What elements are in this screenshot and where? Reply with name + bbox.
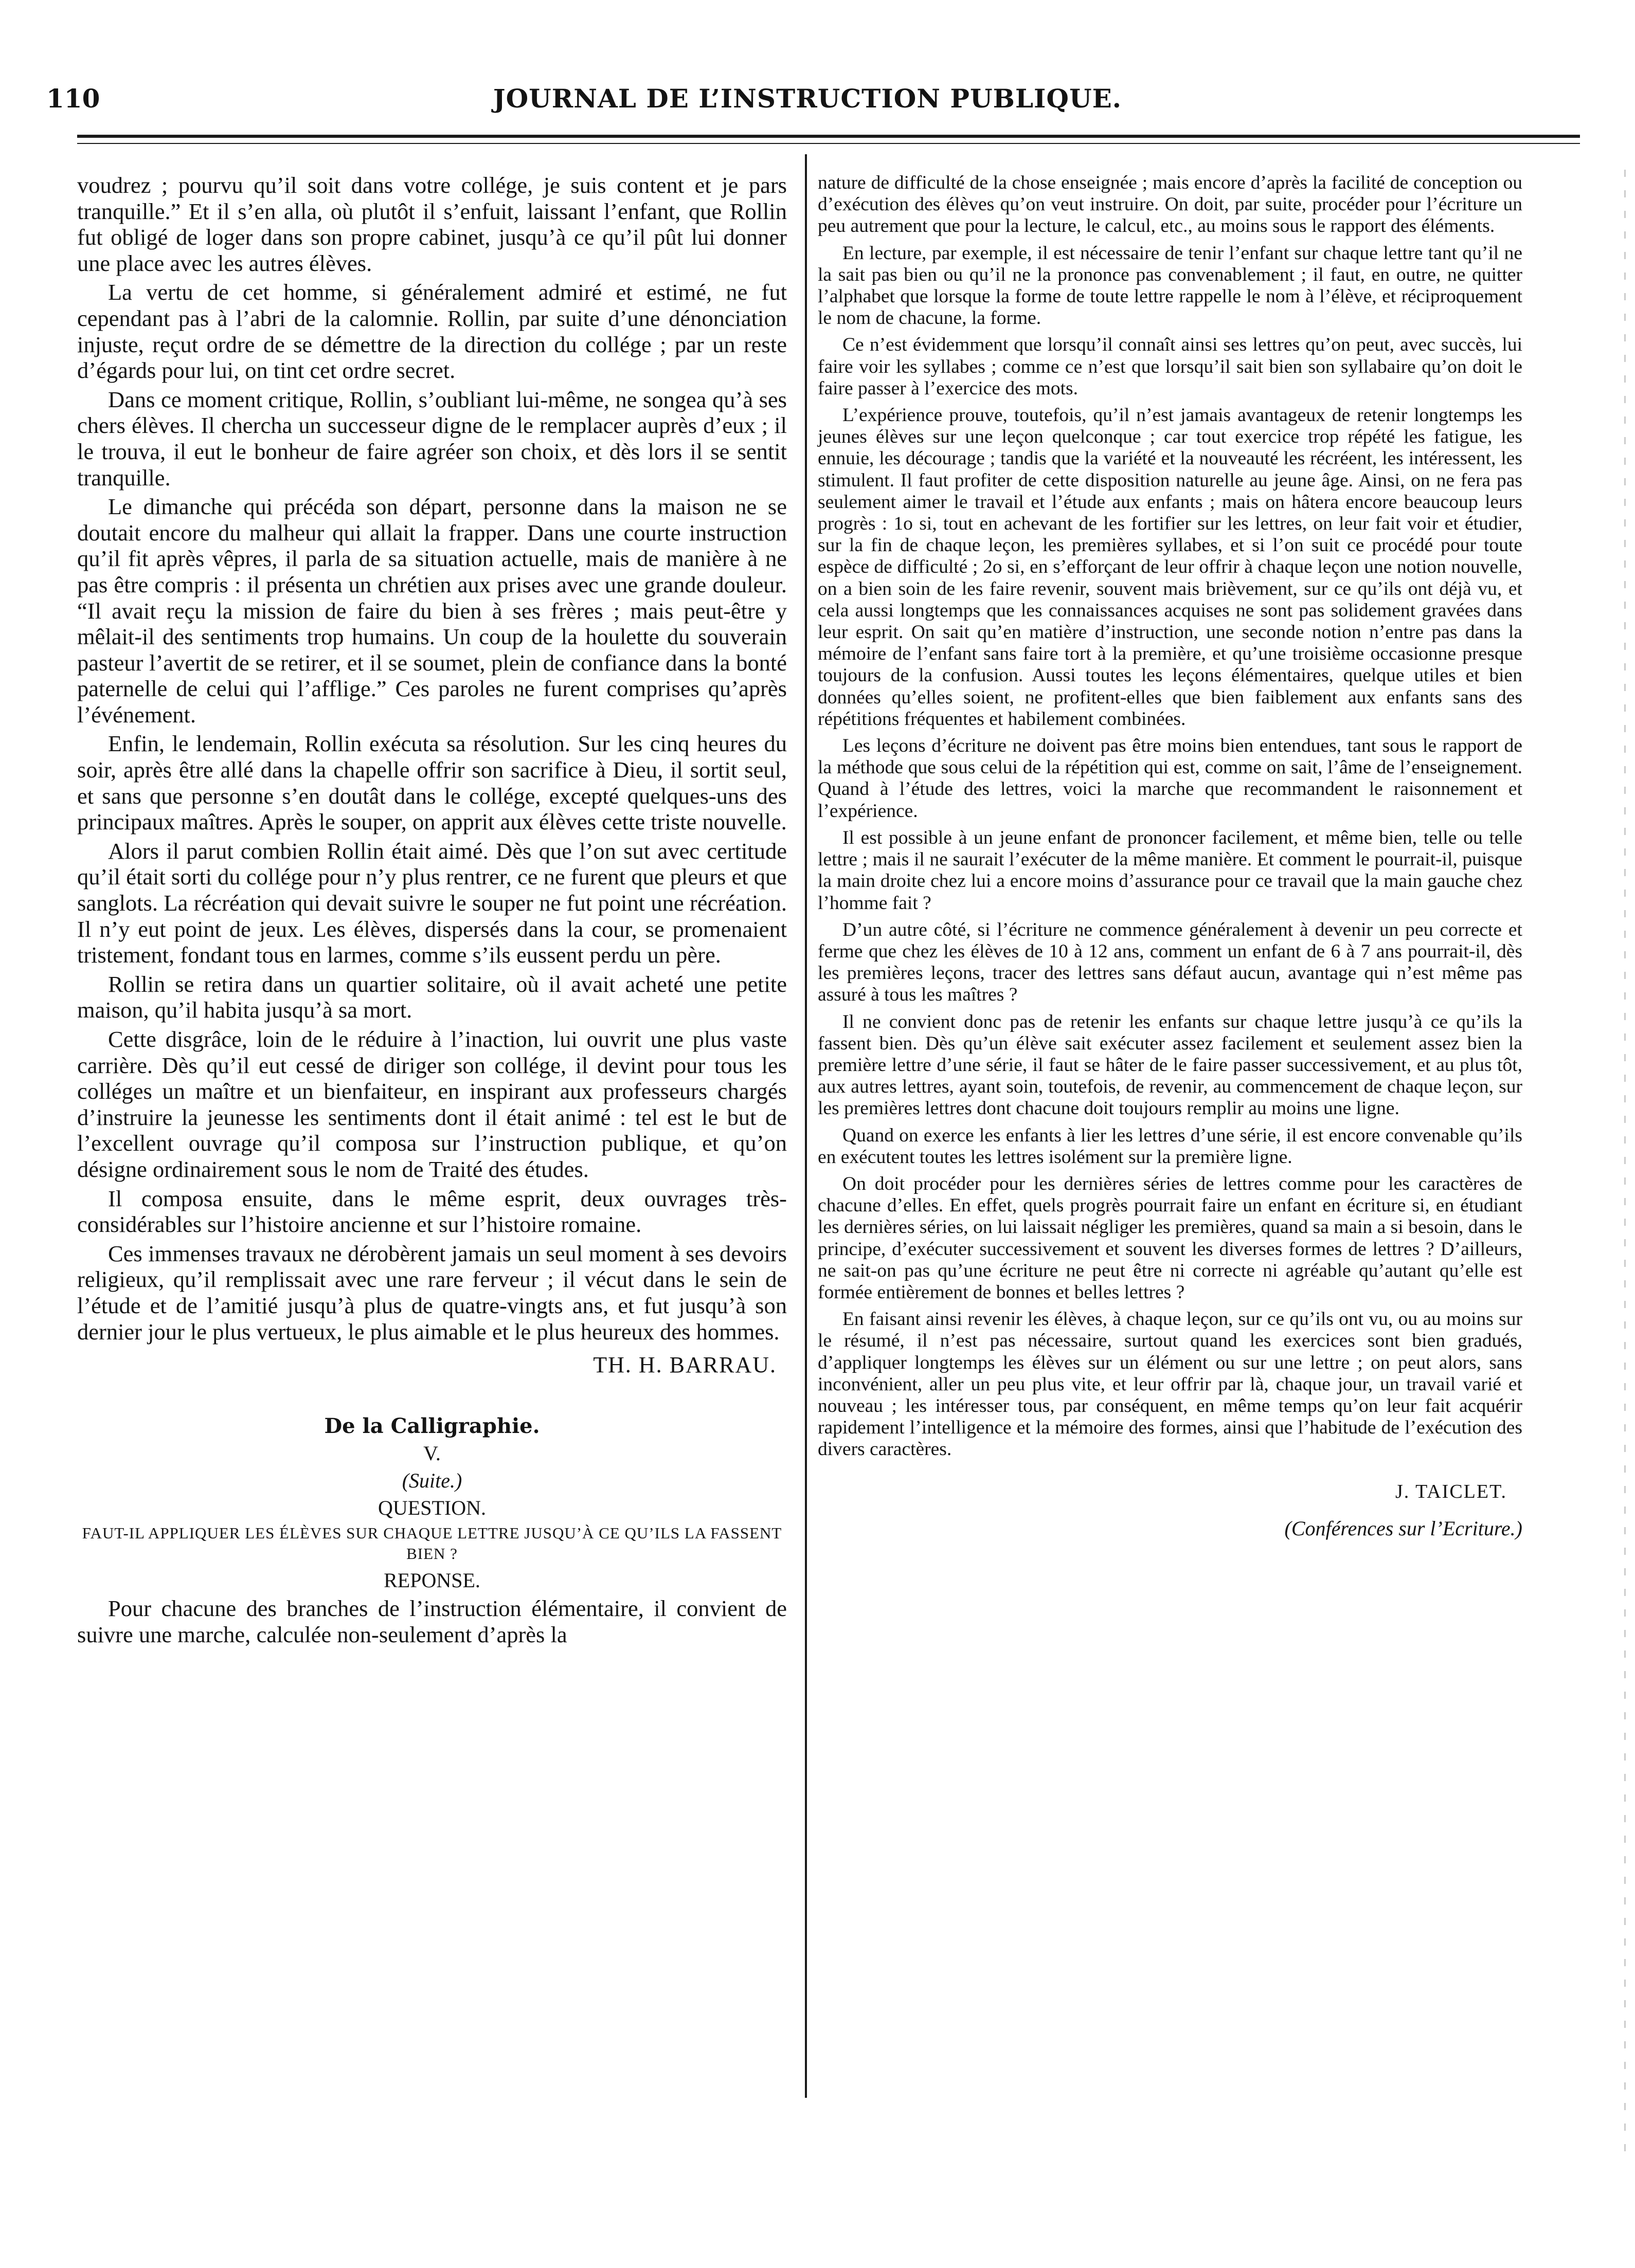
page-number: 110 <box>46 83 100 114</box>
paragraph: D’un autre côté, si l’écriture ne commence généralement à devenir un peu correcte et ferme que chez les élèves de 10 à 12 ans, comment un enfant de 6 à 7 ans pourrait-il, dès les premières leçons, tracer des lettres sans défaut aucun, avantage qui n’est même pas assuré à tous les maîtres ? <box>818 919 1522 1006</box>
paragraph: Le dimanche qui précéda son départ, personne dans la maison ne se doutait encore du malheur qui allait la frapper. Dans une courte instruction qu’il fit après vêpres, il parla de sa situation actuelle, mais de manière à ne pas être compris : il présenta un chrétien aux prises avec une grande douleur. “Il avait reçu la mission de faire du bien à ses frères ; mais peut-être y mêlait-il des sentiments trop humains. Un coup de la houlette du souverain pasteur l’avertit de se retirer, et il se soumet, plein de confiance dans la bonté paternelle de celui qui l’afflige.” Ces paroles ne furent comprises qu’après l’événement. <box>77 494 787 728</box>
paragraph: On doit procéder pour les dernières séries de lettres comme pour les caractères de chacune d’elles. En effet, quels progrès pourrait faire un enfant en écriture si, en étudiant les dernières séries, on lui laissait négliger les premières, quand sa main a si besoin, dans le principe, d’exécuter successivement et souvent les diverses formes de lettres ? D’ailleurs, ne sait-on pas qu’une écriture ne peut être ni correcte ni agréable qu’autant qu’elle est formée entièrement de bonnes et belles lettres ? <box>818 1173 1522 1303</box>
paragraph: Dans ce moment critique, Rollin, s’oubliant lui-même, ne songea qu’à ses chers élèves. Il chercha un successeur digne de le remplacer auprès d’eux ; il le trouva, il eut le bonheur de faire agréer son choix, et dès lors il se sentit tranquille. <box>77 386 787 491</box>
paragraph: voudrez ; pourvu qu’il soit dans votre collége, je suis content et je pars tranquille.” Et il s’en alla, où plutôt il s’enfuit, laissant l’enfant, que Rollin fut obligé de loger dans son propre cabinet, jusqu’à ce qu’il pût lui donner une place avec les autres élèves. <box>77 172 787 276</box>
paragraph: Cette disgrâce, loin de le réduire à l’inaction, lui ouvrit une plus vaste carrière. Dès qu’il eut cessé de diriger son collége, il devint pour tous les colléges un maître et un bienfaiteur, en inspirant aux professeurs chargés d’instruire la jeunesse les sentiments dont il était animé : tel est le but de l’excellent ouvrage qu’il composa sur l’instruction publique, et qu’on désigne ordinairement sous le nom de Traité des études. <box>77 1026 787 1182</box>
paragraph: Il ne convient donc pas de retenir les enfants sur chaque lettre jusqu’à ce qu’ils la fassent bien. Dès qu’un élève sait exécuter assez facilement et seulement assez bien la première lettre d’une série, il faut se hâter de le faire passer successivement, et au plus tôt, aux autres lettres, ayant soin, toutefois, de revenir, au commencement de chaque leçon, sur les premières lettres dont chacune doit toujours remplir au moins une ligne. <box>818 1011 1522 1119</box>
author-signature: TH. H. BARRAU. <box>593 1352 777 1378</box>
left-column <box>77 172 787 1650</box>
article-title: De la Calligraphie. <box>324 1414 540 1439</box>
paragraph: Les leçons d’écriture ne doivent pas être moins bien entendues, tant sous le rapport de la méthode que sous celui de la répétition qui est, comme on sait, l’âme de l’enseignement. Quand à l’étude des lettres, voici la marche que recommandent le raisonnement et l’expérience. <box>818 735 1522 822</box>
question-text: FAUT-IL APPLIQUER LES ÉLÈVES SUR CHAQUE LETTRE JUSQU’À CE QU’ILS LA FASSENT BIEN ? <box>82 1524 782 1563</box>
paragraph: Ce n’est évidemment que lorsqu’il connaît ainsi ses lettres qu’on peut, avec succès, lui faire voir les syllabes ; comme ce n’est que lorsqu’il sait bien son syllabaire qu’on doit le faire passer à l’exercice des mots. <box>818 334 1522 399</box>
paragraph: Rollin se retira dans un quartier solitaire, où il avait acheté une petite maison, qu’il habita jusqu’à sa mort. <box>77 971 787 1023</box>
article-number: V. <box>423 1442 441 1465</box>
header-rule-thick <box>77 135 1580 138</box>
paragraph: Il est possible à un jeune enfant de prononcer facilement, et même bien, telle ou telle lettre ; mais il ne saurait l’exécuter de la même manière. Et comment le pourrait-il, puisque la main droite chez lui a encore moins d’assurance pour ce travail que la main gauche chez l’homme fait ? <box>818 827 1522 914</box>
answer-heading: REPONSE. <box>384 1569 480 1592</box>
source-citation: (Conférences sur l’Ecriture.) <box>1284 1516 1522 1540</box>
paragraph: Quand on exerce les enfants à lier les lettres d’une série, il est encore convenable qu’ils en exécutent toutes les lettres isolément sur la première ligne. <box>818 1124 1522 1168</box>
paragraph: Il composa ensuite, dans le même esprit, deux ouvrages très-considérables sur l’histoire ancienne et sur l’histoire romaine. <box>77 1185 787 1238</box>
paragraph: Ces immenses travaux ne dérobèrent jamais un seul moment à ses devoirs religieux, qu’il remplissait avec une rare ferveur ; il vécut dans le sein de l’étude et de l’amitié jusqu’à plus de quatre-vingts ans, et fut jusqu’à son dernier jour le plus vertueux, le plus aimable et le plus heureux des hommes. <box>77 1240 787 1345</box>
paragraph: Alors il parut combien Rollin était aimé. Dès que l’on sut avec certitude qu’il était sorti du collége pour n’y plus rentrer, ce ne furent que pleurs et que sanglots. La récréation qui devait suivre le souper ne fut point une récréation. Il n’y eut point de jeux. Les élèves, dispersés dans la cour, se promenaient tristement, fondant tous en larmes, comme s’ils eussent perdu un père. <box>77 838 787 968</box>
right-column <box>818 172 1522 1540</box>
column-divider <box>805 154 807 2098</box>
page-header <box>46 83 1569 124</box>
question-heading: QUESTION. <box>378 1496 486 1520</box>
paragraph: Enfin, le lendemain, Rollin exécuta sa résolution. Sur les cinq heures du soir, après être allé dans la chapelle offrir son sacrifice à Dieu, il sortit seul, et sans que personne s’en doutât dans le collége, excepté quelques-uns des principaux maîtres. Après le souper, on apprit aux élèves cette triste nouvelle. <box>77 731 787 835</box>
running-title: JOURNAL DE L’INSTRUCTION PUBLIQUE. <box>493 83 1122 114</box>
paragraph: En faisant ainsi revenir les élèves, à chaque leçon, sur ce qu’ils ont vu, ou au moins sur le résumé, il n’est pas nécessaire, surtout quand les exercices sont bien gradués, d’appliquer longtemps les élèves sur un élément ou sur une lettre ; on peut alors, sans inconvénient, aller un peu plus vite, et leur offrir par là, chaque jour, un travail varié et nouveau ; les intéresser tous, par conséquent, en même temps qu’on leur fait acquérir rapidement l’intelligence et la mémoire des formes, ainsi que l’habitude de l’exécution des divers caractères. <box>818 1309 1522 1460</box>
paragraph: L’expérience prouve, toutefois, qu’il n’est jamais avantageux de retenir longtemps les jeunes élèves sur une leçon quelconque ; car tout exercice trop répété les fatigue, les ennuie, les décourage ; tandis que la variété et la nouveauté les récréent, les intéressent, les stimulent. Il faut profiter de cette disposition naturelle au jeune âge. Ainsi, on ne fera pas seulement aimer le travail et l’étude aux enfants ; mais on hâtera encore beaucoup leurs progrès : 1o si, tout en achevant de les fortifier sur les lettres, on leur fait voir et étudier, sur la fin de chaque leçon, les premières syllabes, et si l’on suit ce procédé pour toute espèce de difficulté ; 2o si, en s’efforçant de leur offrir à chaque leçon une notion nouvelle, on a bien soin de les faire revenir, souvent mais brièvement, sur ce qu’ils ont déjà vu, et cela aussi longtemps que les connaissances acquises ne sont pas solidement gravées dans leur esprit. On sait qu’en matière d’instruction, une seconde notion n’entre pas dans la mémoire de l’enfant sans faire tort à la première, et qu’une troisième occasionne presque toujours de la confusion. Aussi toutes les leçons élémentaires, quelque utiles et bien données qu’elles soient, ne profitent-elles que bien faiblement aux enfants sans des répétitions fréquentes et habilement combinées. <box>818 405 1522 730</box>
article-suite: (Suite.) <box>402 1469 462 1493</box>
header-rule-thin <box>77 143 1580 144</box>
author-signature: J. TAICLET. <box>1395 1480 1507 1502</box>
paragraph: Pour chacune des branches de l’instruction élémentaire, il convient de suivre une marche, calculée non-seulement d’après la <box>77 1595 787 1647</box>
paragraph: nature de difficulté de la chose enseignée ; mais encore d’après la facilité de conception ou d’exécution des élèves qu’on veut instruire. On doit, par suite, procéder pour l’écriture un peu autrement que pour la lecture, le calcul, etc., au moins sous le rapport des éléments. <box>818 172 1522 237</box>
page-edge-mark <box>1624 170 1626 2154</box>
paragraph: La vertu de cet homme, si généralement admiré et estimé, ne fut cependant pas à l’abri de la calomnie. Rollin, par suite d’une dénonciation injuste, reçut ordre de se démettre de la direction du collége ; par un reste d’égards pour lui, on tint cet ordre secret. <box>77 279 787 384</box>
paragraph: En lecture, par exemple, il est nécessaire de tenir l’enfant sur chaque lettre tant qu’il ne la sait pas bien ou qu’il ne la prononce pas convenablement ; il faut, en outre, ne quitter l’alphabet que lorsque la forme de toute lettre rappelle le nom à l’élève, et réciproquement le nom de chacune, la forme. <box>818 242 1522 329</box>
